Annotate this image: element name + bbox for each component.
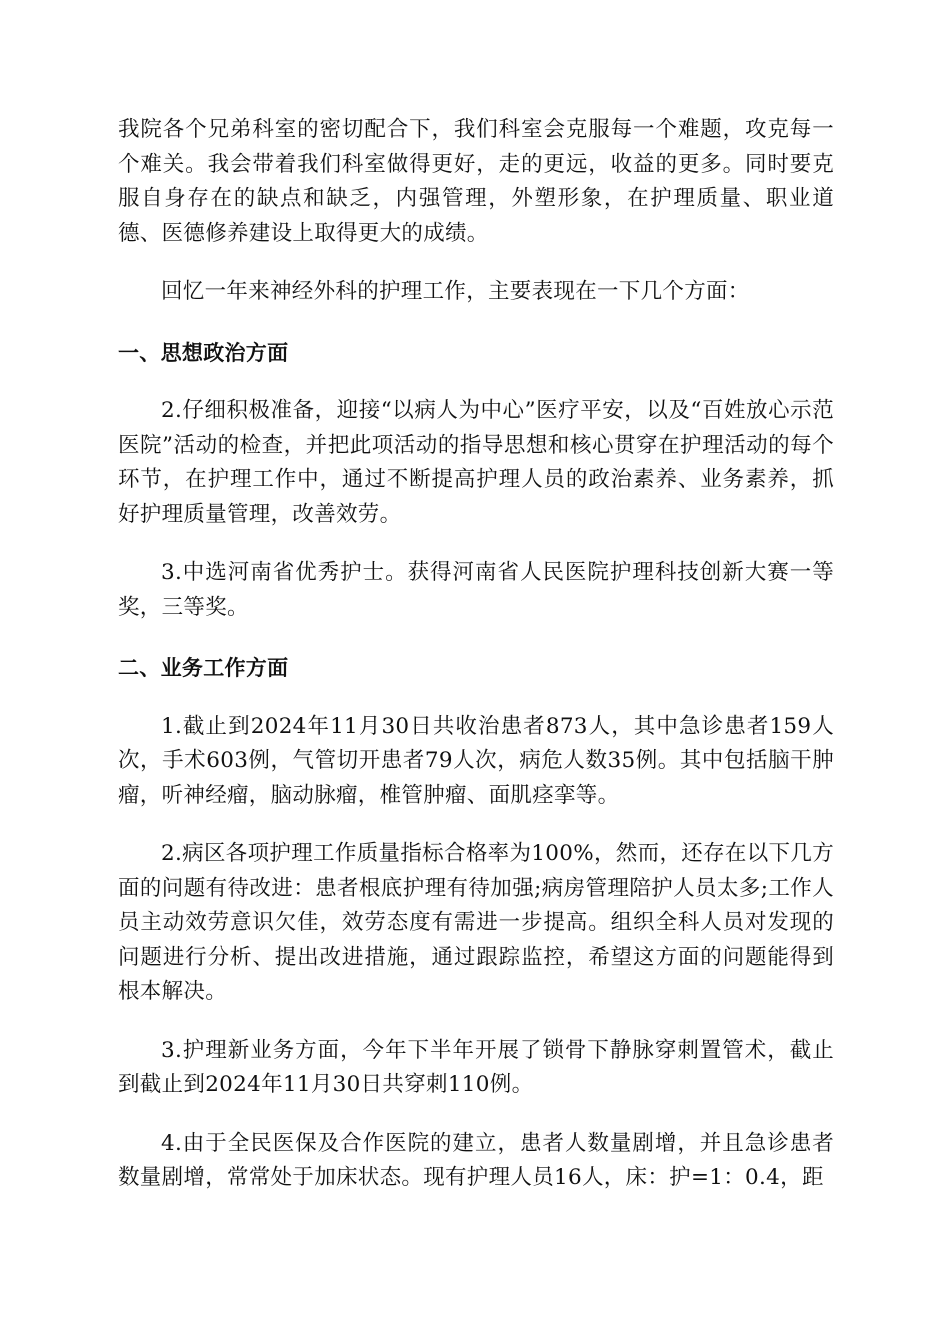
paragraph-item-3-new-business: 3.护理新业务方面，今年下半年开展了锁骨下静脉穿刺置管术，截止到截止到2024年11月30日共穿刺110例。 bbox=[118, 1037, 834, 1097]
paragraph-review-intro: 回忆一年来神经外科的护理工作，主要表现在一下几个方面： bbox=[161, 279, 750, 304]
paragraph-item-1-statistics: 1.截止到2024年11月30日共收治患者873人，其中急诊患者159人次，手术603例，气管切开患者79人次，病危人数35例。其中包括脑干肿瘤，听神经瘤，脑动脉瘤，椎管肿瘤、面肌痉挛等。 bbox=[118, 713, 834, 808]
paragraph-item-3-award: 3.中选河南省优秀护士。获得河南省人民医院护理科技创新大赛一等奖，三等奖。 bbox=[118, 560, 834, 620]
paragraph-item-2-quality: 2.病区各项护理工作质量指标合格率为100%，然而，还存在以下几方面的问题有待改进：患者根底护理有待加强;病房管理陪护人员太多;工作人员主动效劳意识欠佳，效劳态度有需进一步提高。组织全科人员对发现的问题进行分析、提出改进措施，通过跟踪监控，希望这方面的问题能得到根本解决。 bbox=[118, 841, 834, 1004]
paragraph-item-2-preparation: 2.仔细积极准备，迎接“以病人为中心”医疗平安，以及“百姓放心示范医院”活动的检查，并把此项活动的指导思想和核心贯穿在护理活动的每个环节，在护理工作中，通过不断提高护理人员的政治素养、业务素养，抓好护理质量管理，改善效劳。 bbox=[118, 398, 834, 527]
paragraph-item-4-patient-volume: 4.由于全民医保及合作医院的建立，患者人数量剧增，并且急诊患者数量剧增，常常处于加床状态。现有护理人员16人，床：护=1：0.4，距 bbox=[118, 1130, 834, 1190]
document-page bbox=[118, 113, 834, 1196]
section-heading-ideology: 一、思想政治方面 bbox=[118, 340, 289, 365]
paragraph-intro-continuation: 我院各个兄弟科室的密切配合下，我们科室会克服每一个难题，攻克每一个难关。我会带着我们科室做得更好，走的更远，收益的更多。同时要克服自身存在的缺点和缺乏，内强管理，外塑形象，在护理质量、职业道德、医德修养建设上取得更大的成绩。 bbox=[118, 117, 834, 246]
section-heading-business: 二、业务工作方面 bbox=[118, 656, 289, 680]
